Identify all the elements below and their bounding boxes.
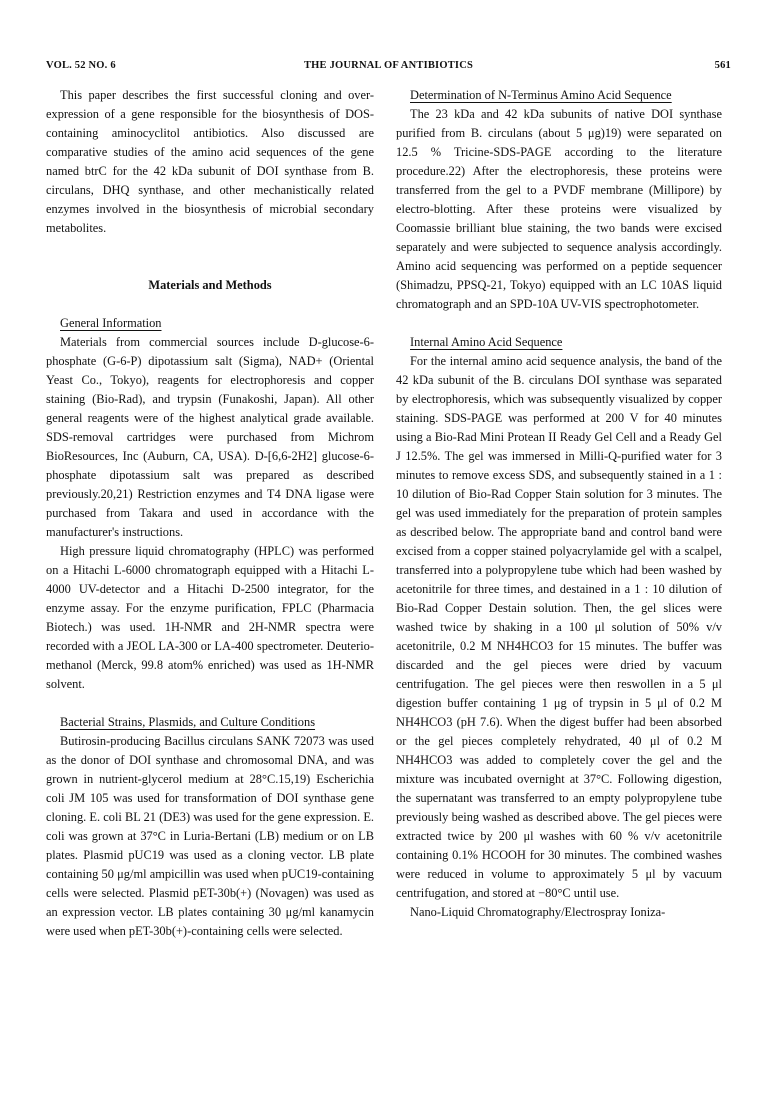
nterminus-paragraph: The 23 kDa and 42 kDa subunits of native DOI synthase purified from B. circulans (about 5 μg)19) were separated on 12.5 % Tricine-SDS-PAGE according to the literature procedure.22) After the electrophoresis, these proteins were transferred from the gel to a PVDF membrane (Millipore) by electro-blotting. After these proteins were visualized by Coomassie brilliant blue staining, the two bands were excised separately and were subjected to sequence analysis accordingly. Amino acid sequencing was performed on a peptide sequencer (Shimadzu, PPSQ-21, Tokyo) equipped with an LC 10AS liquid chromatograph and an SPD-10A UV-VIS spectrophotometer. [396, 107, 722, 311]
general-paragraph-1: Materials from commercial sources include D-glucose-6-phosphate (G-6-P) dipotassium salt (Sigma), NAD+ (Oriental Yeast Co., Tokyo), reagents for electrophoresis and copper staining (Bio-Rad), and trypsin (Funakoshi, Japan). All other general reagents were of the highest analytical grade available. SDS-removal cartridges were purchased from Michrom BioResources, Inc (Auburn, CA, USA). D-[6,6-2H2] glucose-6-phosphate dipotassium salt was prepared as described previously.20,21) Restriction enzymes and T4 DNA ligase were purchased from Takara and used in accordance with the manufacturer's instructions. [46, 335, 374, 539]
left-column [46, 86, 374, 941]
intro-paragraph: This paper describes the first successful cloning and over-expression of a gene responsible for the biosynthesis of DOS-containing aminocyclitol antibiotics. Also discussed are comparative studies of the amino acid sequences of the gene named btrC for the 42 kDa subunit of DOI synthase from B. circulans, DHQ synthase, and other mechanistically related enzymes involved in the biosynthesis of microbial secondary metabolites. [46, 88, 374, 235]
volume-info: VOL. 52 NO. 6 [46, 60, 116, 71]
section-title: Materials and Methods [148, 278, 272, 292]
bacterial-strains-heading: Bacterial Strains, Plasmids, and Culture Conditions [60, 715, 316, 729]
page-number: 561 [714, 60, 731, 71]
running-header [46, 60, 731, 76]
bacterial-paragraph-1: Butirosin-producing Bacillus circulans SANK 72073 was used as the donor of DOI synthase and chromosomal DNA, and was grown in nutrient-glycerol medium at 28°C.15,19) Escherichia coli JM 105 was used for transformation of DOI synthase gene cloning. E. coli BL 21 (DE3) was used for the gene expression. E. coli was grown at 37°C in Luria-Bertani (LB) medium or on LB plates. Plasmid pUC19 was used as a cloning vector. LB plate containing 50 μg/ml ampicillin was used when pUC19-containing cells were selected. Plasmid pET-30b(+) (Novagen) was used as an expression vector. LB plates containing 30 μg/ml kanamycin were used when pET-30b(+)-containing cells were selected. [46, 734, 374, 938]
general-information-heading: General Information [60, 316, 162, 330]
right-column [396, 86, 722, 922]
nano-lc-paragraph-start: Nano-Liquid Chromatography/Electrospray Ioniza- [410, 905, 666, 919]
internal-sequence-heading: Internal Amino Acid Sequence [410, 335, 563, 349]
internal-sequence-paragraph: For the internal amino acid sequence analysis, the band of the 42 kDa subunit of the B. circulans DOI synthase was separated by electrophoresis, which was subsequently visualized by copper staining. SDS-PAGE was performed at 200 V for 40 minutes using a Bio-Rad Mini Protean II Ready Gel Cell and a Ready Gel J 12.5%. The gel was immersed in Milli-Q-purified water for 3 minutes to remove excess SDS, and subsequently stained in a 1 : 10 dilution of Bio-Rad Copper Stain solution for 3 minutes. The gel was used immediately for the preparation of protein samples as described below. The appropriate band and control band were excised from a copper stained polyacrylamide gel with a scalpel, transferred into a polypropylene tube which had been washed by acetonitrile for three times, and destained in a 1 : 10 dilution of Bio-Rad Copper Destain solution. Then, the gel slices were washed twice by shaking in a 100 μl solution of 50% v/v acetonitrile, 0.2 M NH4HCO3 for 15 minutes. The buffer was discarded and the gel pieces were dried by vacuum centrifugation. The gel pieces were then reswollen in a 5 μl digestion buffer containing 1 μg of trypsin in 5 μl of 0.2 M NH4HCO3 (pH 7.6). When the digest buffer had been absorbed or the gel pieces completely rehydrated, 40 μl of 0.2 M NH4HCO3 was added to completely cover the gel and the mixture was incubated overnight at 37°C. Following digestion, the supernatant was transferred to an empty polypropylene tube previously being washed as described above. The gel pieces were extracted twice by 200 μl washes with 60 % v/v acetonitrile containing 0.1% HCOOH for 30 minutes. The combined washes were reduced in volume to approximately 5 μl by vacuum centrifugation, and stored at −80°C until use. [396, 354, 722, 900]
journal-title: THE JOURNAL OF ANTIBIOTICS [303, 60, 474, 71]
nterminus-heading: Determination of N-Terminus Amino Acid Sequence [410, 88, 672, 102]
general-paragraph-2: High pressure liquid chromatography (HPLC) was performed on a Hitachi L-6000 chromatograph equipped with a Hitachi L-4000 UV-detector and a Hitachi D-2500 integrator, for the enzyme assay. For the enzyme purification, FPLC (Pharmacia Biotech.) was used. 1H-NMR and 2H-NMR spectra were recorded with a JEOL LA-300 or LA-400 spectrometer. Deuterio-methanol (Merck, 99.8 atom% enriched) was used as 1H-NMR solvent. [46, 544, 374, 691]
